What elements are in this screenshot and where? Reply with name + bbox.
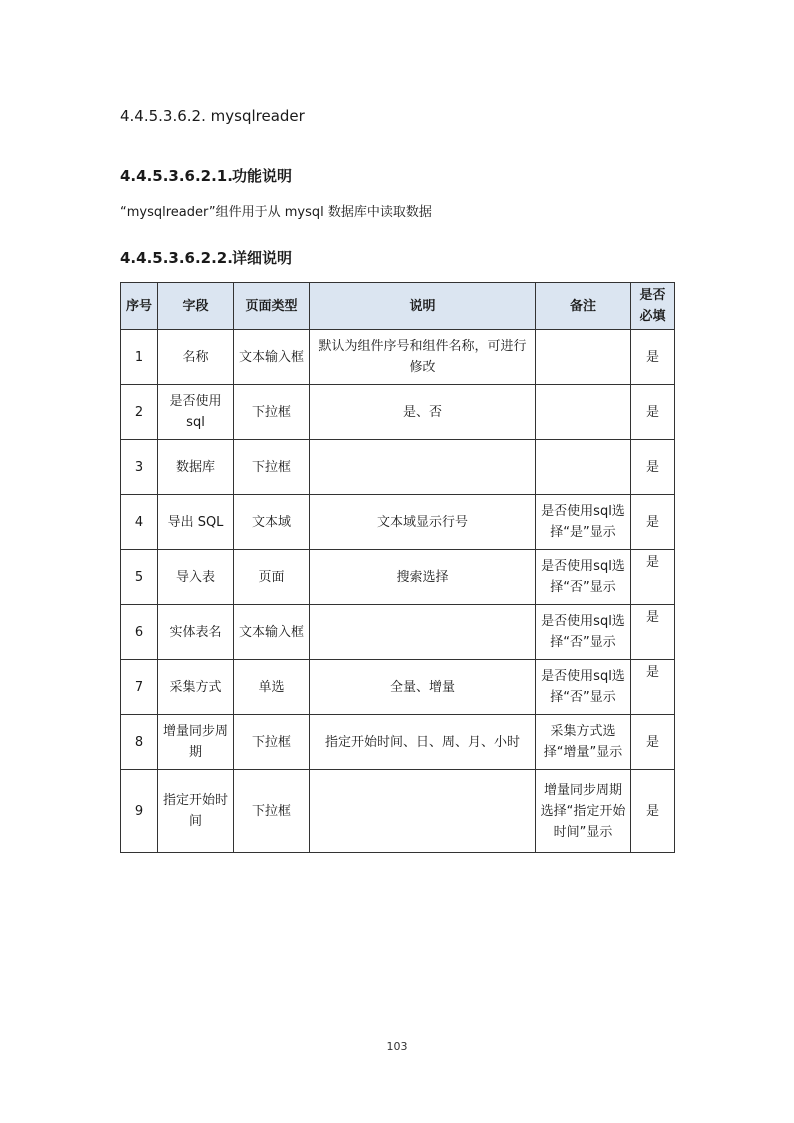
cell-field: 导出 SQL — [158, 495, 234, 550]
cell-required: 是 — [631, 385, 675, 440]
cell-required: 是 — [631, 550, 675, 605]
cell-desc — [310, 440, 536, 495]
header-note: 备注 — [536, 283, 631, 330]
cell-desc: 是、否 — [310, 385, 536, 440]
header-type: 页面类型 — [234, 283, 310, 330]
subsection-function-title: 功能说明 — [232, 167, 293, 185]
cell-note: 采集方式选择“增量”显示 — [536, 715, 631, 770]
cell-no: 4 — [121, 495, 158, 550]
cell-desc: 指定开始时间、日、周、月、小时 — [310, 715, 536, 770]
table-row — [121, 495, 675, 550]
cell-note — [536, 385, 631, 440]
subsection-detail-title: 详细说明 — [232, 249, 293, 267]
cell-no: 3 — [121, 440, 158, 495]
cell-desc: 默认为组件序号和组件名称，可进行修改 — [310, 330, 536, 385]
description-paragraph: “mysqlreader”组件用于从 mysql 数据库中读取数据 — [120, 205, 432, 220]
cell-required: 是 — [631, 770, 675, 853]
cell-no: 2 — [121, 385, 158, 440]
cell-field: 是否使用sql — [158, 385, 234, 440]
cell-field: 增量同步周期 — [158, 715, 234, 770]
cell-type: 下拉框 — [234, 440, 310, 495]
cell-required: 是 — [631, 440, 675, 495]
cell-note — [536, 440, 631, 495]
cell-no: 5 — [121, 550, 158, 605]
cell-required: 是 — [631, 715, 675, 770]
cell-required: 是 — [631, 495, 675, 550]
page-number: 103 — [386, 1040, 408, 1053]
cell-note: 增量同步周期选择“指定开始时间”显示 — [536, 770, 631, 853]
subsection-detail — [120, 247, 292, 268]
cell-note: 是否使用sql选择“是”显示 — [536, 495, 631, 550]
cell-required: 是 — [631, 660, 675, 715]
header-field: 字段 — [158, 283, 234, 330]
subsection-detail-number: 4.4.5.3.6.2.2. — [120, 249, 233, 267]
section-heading: 4.4.5.3.6.2. mysqlreader — [120, 107, 305, 125]
table-row — [121, 385, 675, 440]
cell-type: 下拉框 — [234, 770, 310, 853]
cell-desc: 搜索选择 — [310, 550, 536, 605]
cell-no: 7 — [121, 660, 158, 715]
table-row — [121, 660, 675, 715]
cell-field: 导入表 — [158, 550, 234, 605]
cell-desc — [310, 605, 536, 660]
cell-type: 下拉框 — [234, 385, 310, 440]
cell-type: 下拉框 — [234, 715, 310, 770]
cell-desc: 文本域显示行号 — [310, 495, 536, 550]
cell-no: 6 — [121, 605, 158, 660]
cell-required: 是 — [631, 330, 675, 385]
cell-type: 页面 — [234, 550, 310, 605]
cell-field: 实体表名 — [158, 605, 234, 660]
table-row — [121, 605, 675, 660]
cell-type: 文本域 — [234, 495, 310, 550]
cell-no: 8 — [121, 715, 158, 770]
cell-field: 采集方式 — [158, 660, 234, 715]
cell-note: 是否使用sql选择“否”显示 — [536, 660, 631, 715]
cell-required: 是 — [631, 605, 675, 660]
table-row — [121, 550, 675, 605]
table-row — [121, 330, 675, 385]
cell-type: 文本输入框 — [234, 605, 310, 660]
cell-note: 是否使用sql选择“否”显示 — [536, 605, 631, 660]
table-row — [121, 770, 675, 853]
cell-desc — [310, 770, 536, 853]
cell-note: 是否使用sql选择“否”显示 — [536, 550, 631, 605]
cell-field: 指定开始时间 — [158, 770, 234, 853]
table-header-row — [121, 283, 675, 330]
subsection-function — [120, 165, 292, 186]
cell-no: 9 — [121, 770, 158, 853]
table-row — [121, 715, 675, 770]
cell-no: 1 — [121, 330, 158, 385]
header-desc: 说明 — [310, 283, 536, 330]
cell-type: 文本输入框 — [234, 330, 310, 385]
cell-desc: 全量、增量 — [310, 660, 536, 715]
header-required: 是否必填 — [631, 283, 675, 330]
cell-note — [536, 330, 631, 385]
subsection-function-number: 4.4.5.3.6.2.1. — [120, 167, 233, 185]
header-no: 序号 — [121, 283, 158, 330]
table-row — [121, 440, 675, 495]
cell-field: 名称 — [158, 330, 234, 385]
cell-field: 数据库 — [158, 440, 234, 495]
cell-type: 单选 — [234, 660, 310, 715]
field-spec-table — [120, 282, 675, 853]
